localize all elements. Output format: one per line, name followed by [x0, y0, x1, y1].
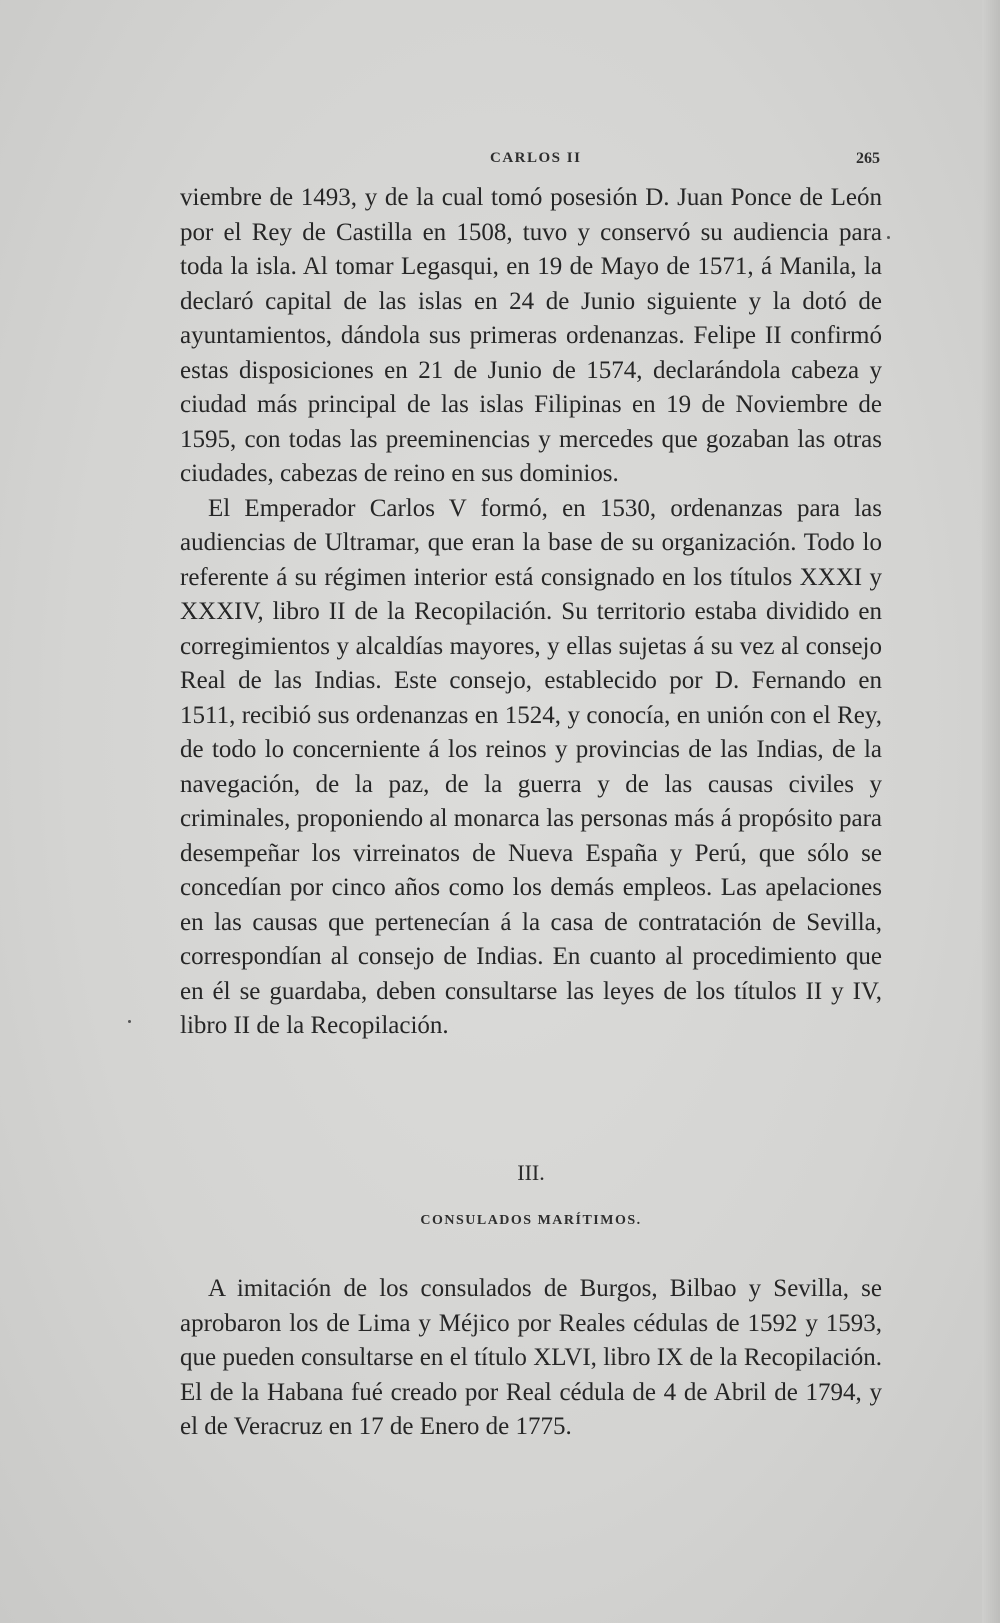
paper-speck [128, 1020, 131, 1023]
body-text [180, 181, 882, 1044]
paragraph-continuation: viembre de 1493, y de la cual tomó posesión D. Juan Ponce de León por el Rey de Castilla en 1508, tuvo y conservó su audiencia para toda la isla. Al tomar Legasqui, en 19 de Mayo de 1571, á Manila, la declaró capital de las islas en 24 de Junio siguiente y la dotó de ayuntamientos, dándola sus primeras ordenanzas. Felipe II confirmó estas disposiciones en 21 de Junio de 1574, declarándola cabeza y ciudad más principal de las islas Filipinas en 19 de Noviembre de 1595, con todas las preeminencias y mercedes que gozaban las otras ciudades, cabezas de reino en sus dominios. [180, 184, 882, 487]
page-edge [982, 0, 1000, 1623]
paragraph-consulados: A imitación de los consulados de Burgos, Bilbao y Sevilla, se aprobaron los de Lima y Méjico por Reales cédulas de 1592 y 1593, que pueden consultarse en el título XLVI, libro IX de la Recopilación. El de la Habana fué creado por Real cédula de 4 de Abril de 1794, y el de Veracruz en 17 de Enero de 1775. [180, 1275, 882, 1440]
running-head: CARLOS II [490, 150, 582, 166]
section-body [180, 1272, 882, 1445]
paper-speck [887, 236, 890, 239]
paragraph-audiencias: El Emperador Carlos V formó, en 1530, ordenanzas para las audiencias de Ultramar, que eran la base de su organización. Todo lo referente á su régimen interior está consignado en los títulos XXXI y XXXIV, libro II de la Recopilación. Su territorio estaba dividido en corregimientos y alcaldías mayores, y ellas sujetas á su vez al consejo Real de las Indias. Este consejo, establecido por D. Fernando en 1511, recibió sus ordenanzas en 1524, y conocía, en unión con el Rey, de todo lo concerniente á los reinos y provincias de las Indias, de la navegación, de la paz, de la guerra y de las causas civiles y criminales, proponiendo al monarca las personas más á propósito para desempeñar los virreinatos de Nueva España y Perú, que sólo se concedían por cinco años como los demás empleos. Las apelaciones en las causas que pertenecían á la casa de contratación de Sevilla, correspondían al consejo de Indias. En cuanto al procedimiento que en él se guardaba, deben consultarse las leyes de los títulos II y IV, libro II de la Recopilación. [180, 494, 882, 1039]
page-header [180, 150, 880, 174]
page-number: 265 [856, 150, 880, 167]
section-title: CONSULADOS MARÍTIMOS. [420, 1213, 642, 1228]
section-number: III. [517, 1160, 545, 1185]
